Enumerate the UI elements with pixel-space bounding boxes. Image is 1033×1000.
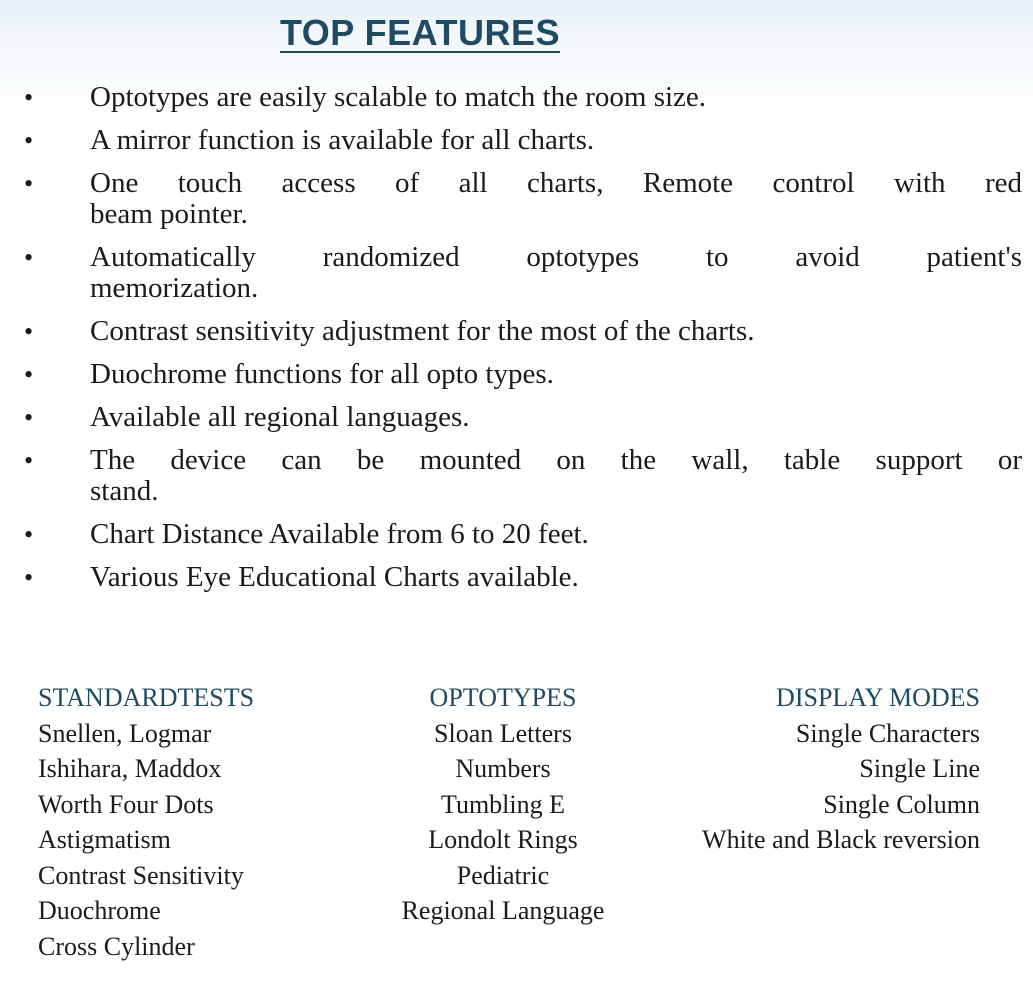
feature-text: Optotypes are easily scalable to match the room size. xyxy=(90,81,707,113)
column-item: Snellen, Logmar xyxy=(38,718,212,748)
feature-text-continued: memorization. xyxy=(90,272,259,304)
feature-item xyxy=(22,445,1022,507)
column-item: Duochrome xyxy=(38,896,161,925)
column-item: Worth Four Dots xyxy=(38,789,214,819)
column-heading: OPTOTYPES xyxy=(429,683,577,712)
bullet-icon: • xyxy=(24,169,34,198)
column-item: Tumbling E xyxy=(440,789,566,819)
bullet-icon: • xyxy=(24,83,34,112)
feature-item xyxy=(22,562,1022,593)
bullet-icon: • xyxy=(24,126,34,155)
feature-text: A mirror function is available for all charts. xyxy=(90,124,595,156)
feature-text: Chart Distance Available from 6 to 20 feet. xyxy=(90,518,589,550)
column-item: Astigmatism xyxy=(38,825,171,854)
bullet-icon: • xyxy=(24,243,34,272)
column-item: Londolt Rings xyxy=(428,825,578,854)
column-item: Numbers xyxy=(455,754,551,783)
column-item: Single Column xyxy=(823,789,980,819)
feature-text: Contrast sensitivity adjustment for the most of the charts. xyxy=(90,315,755,347)
column-item: Single Characters xyxy=(795,718,980,748)
feature-item xyxy=(22,519,1022,550)
optotypes-column xyxy=(358,680,648,929)
feature-list xyxy=(22,82,1022,605)
feature-text: Various Eye Educational Charts available. xyxy=(90,561,579,593)
feature-text: One touch access of all charts, Remote control with red xyxy=(90,167,1022,199)
standard-tests-column xyxy=(38,680,368,964)
column-item: Regional Language xyxy=(401,896,605,925)
bullet-icon: • xyxy=(24,520,34,549)
feature-item xyxy=(22,242,1022,304)
page-title: TOP FEATURES xyxy=(279,12,561,53)
feature-text: Automatically randomized optotypes to avoid patient's xyxy=(90,241,1022,273)
column-item: White and Black reversion xyxy=(702,825,980,854)
column-item: Cross Cylinder xyxy=(38,931,195,961)
feature-item xyxy=(22,168,1022,230)
feature-text: The device can be mounted on the wall, table support or xyxy=(90,444,1022,476)
column-item: Contrast Sensitivity xyxy=(38,860,244,890)
feature-item xyxy=(22,359,1022,390)
bullet-icon: • xyxy=(24,563,34,592)
feature-text-continued: stand. xyxy=(90,475,159,507)
column-item: Ishihara, Maddox xyxy=(38,754,222,783)
feature-item xyxy=(22,125,1022,156)
bullet-icon: • xyxy=(24,403,34,432)
column-item: Sloan Letters xyxy=(434,718,572,748)
column-heading: DISPLAY MODES xyxy=(776,683,980,712)
bullet-icon: • xyxy=(24,446,34,475)
column-item: Pediatric xyxy=(456,860,550,890)
column-item: Single Line xyxy=(859,754,980,783)
feature-item xyxy=(22,402,1022,433)
feature-text-continued: beam pointer. xyxy=(90,198,248,230)
display-modes-column xyxy=(640,680,980,858)
bullet-icon: • xyxy=(24,317,34,346)
column-heading: STANDARDTESTS xyxy=(38,683,255,712)
bullet-icon: • xyxy=(24,360,34,389)
feature-text: Available all regional languages. xyxy=(90,401,470,433)
feature-text: Duochrome functions for all opto types. xyxy=(90,358,554,390)
feature-item xyxy=(22,82,1022,113)
feature-item xyxy=(22,316,1022,347)
